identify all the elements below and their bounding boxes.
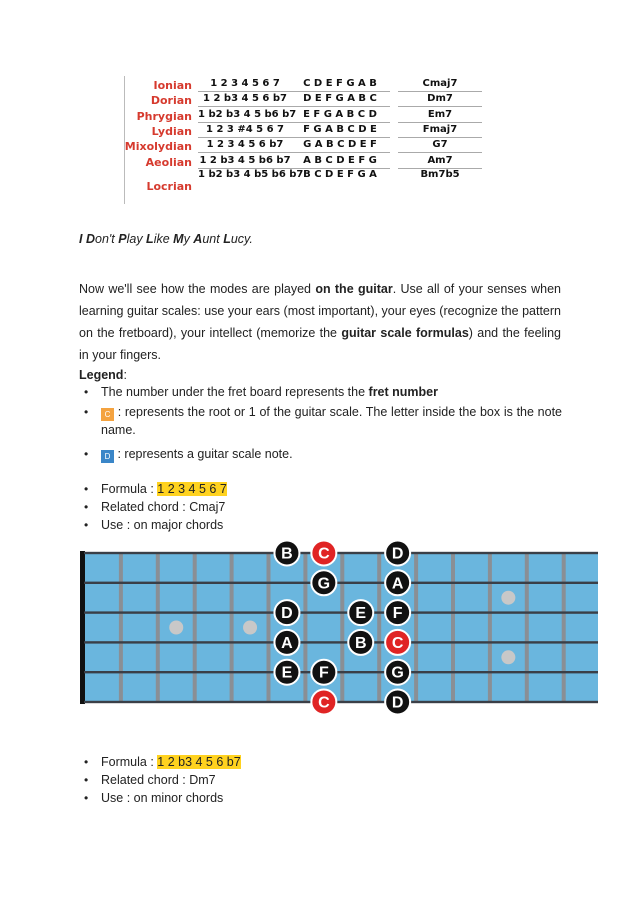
formula-label: Formula : (101, 755, 158, 769)
legend-item1-bold: fret number (368, 385, 438, 399)
table-cell-formula: 1 b2 b3 4 5 b6 b7 (198, 109, 297, 120)
legend-item3-text: : represents a guitar scale note. (114, 447, 293, 461)
note-label: D (391, 545, 404, 563)
table-cell-notes: D E F G A B C (303, 93, 377, 104)
fret-inlay-dot (169, 621, 183, 635)
intro-paragraph (79, 278, 561, 366)
legend-item-root (84, 403, 562, 439)
formula-value: 1 2 3 4 5 6 7 (157, 482, 227, 496)
fret-wire (451, 553, 455, 702)
formula-label: Formula : (101, 482, 158, 496)
guitar-string (84, 641, 598, 643)
guitar-string (84, 582, 598, 584)
intro-text-1: Now we'll see how the modes are played (79, 282, 316, 296)
mode1-formula (84, 480, 562, 498)
table-cell-notes: A B C D E F G (303, 155, 377, 166)
mode-name: Ionian (153, 79, 192, 92)
legend-heading (79, 366, 561, 384)
mode1-use: • Use : on major chords (84, 516, 562, 534)
mnemonic-initial: L (146, 232, 154, 246)
note-label: G (317, 575, 331, 593)
fret-inlay-dot (243, 621, 257, 635)
table-cell-chord: Fmaj7 (422, 124, 458, 135)
nut (80, 551, 85, 704)
legend-title: Legend (79, 368, 124, 382)
note-label: E (355, 605, 367, 623)
note-label: E (281, 664, 293, 682)
table-cell-chord: G7 (432, 139, 448, 150)
mnemonic-rest: ucy. (230, 232, 253, 246)
mnemonic-rest: unt (202, 232, 224, 246)
legend-item-fret-number (84, 383, 562, 401)
mode-name: Locrian (146, 180, 192, 193)
intro-text-2: . Use all of your senses when learning guitar scales: use your ears (most important), your eyes (recognize the pattern on the fretboard), your intellect (memorize the (79, 282, 561, 340)
fret-wire (156, 553, 160, 702)
legend-item1-text: The number under the fret board represents the (101, 385, 369, 399)
mode2-use: • Use : on minor chords (84, 789, 562, 807)
fret-wire (267, 553, 271, 702)
table-row-rule (198, 152, 292, 153)
root-note-box: C (101, 408, 114, 421)
table-row-rule (198, 106, 292, 107)
table-cell-notes: F G A B C D E (303, 124, 377, 135)
table-cell-notes: C D E F G A B (303, 78, 377, 89)
note-label: C (318, 694, 330, 712)
mode-name: Mixolydian (124, 140, 192, 153)
table-row-rule (398, 106, 482, 107)
mnemonic-initial: I (79, 232, 83, 246)
fret-wire (377, 553, 381, 702)
fret-wire (340, 553, 344, 702)
fret-wire (525, 553, 529, 702)
table-cell-chord: Bm7b5 (420, 169, 460, 180)
fret-inlay-dot (501, 591, 515, 605)
table-cell-formula: 1 2 3 #4 5 6 7 (206, 124, 284, 135)
intro-bold-2: guitar scale formulas (341, 326, 469, 340)
fret-wire (303, 553, 307, 702)
intro-bold-1: on the guitar (315, 282, 393, 296)
note-label: B (354, 634, 367, 652)
note-label: A (281, 634, 293, 652)
note-label: C (391, 634, 404, 652)
legend-item-scale-note (84, 445, 562, 463)
note-label: G (391, 664, 404, 682)
mode1-chord: • Related chord : Cmaj7 (84, 498, 562, 516)
note-label: A (391, 575, 404, 593)
mnemonic-initial: L (223, 232, 231, 246)
table-row-rule (290, 106, 390, 107)
note-label: F (392, 605, 403, 623)
table-row-rule (290, 152, 390, 153)
note-label: C (318, 545, 330, 563)
fret-wire (119, 553, 123, 702)
table-cell-formula: 1 2 3 4 5 6 7 (210, 78, 280, 89)
mnemonic-rest: lay (126, 232, 147, 246)
guitar-string (84, 671, 598, 673)
mnemonic-rest: y (183, 232, 194, 246)
note-label: D (281, 605, 293, 623)
mode-name: Aeolian (145, 156, 192, 169)
mnemonic-initial: A (193, 232, 203, 246)
guitar-string (84, 552, 598, 554)
mode1-info (84, 480, 562, 534)
table-cell-chord: Em7 (427, 109, 453, 120)
fret-wire (193, 553, 197, 702)
table-cell-chord: Cmaj7 (422, 78, 458, 89)
fret-wire (562, 553, 566, 702)
note-label: F (318, 664, 329, 682)
guitar-string (84, 701, 598, 703)
mnemonic-rest: on't (95, 232, 119, 246)
table-cell-chord: Dm7 (427, 93, 453, 104)
note-label: B (281, 545, 293, 563)
mnemonic-rest: ike (153, 232, 174, 246)
fret-wire (414, 553, 418, 702)
mode2-formula (84, 753, 562, 771)
table-cell-notes: B C D E F G A (303, 169, 377, 180)
fret-wire (230, 553, 234, 702)
fret-wire (488, 553, 492, 702)
fret-inlay-dot (501, 650, 515, 664)
mnemonic-initial: M (173, 232, 184, 246)
mnemonic-initial: D (85, 232, 95, 246)
note-label: D (391, 694, 404, 712)
legend-colon: : (123, 368, 127, 382)
intro-text-3: ) and the feeling in your fingers. (79, 326, 561, 362)
table-row-rule (398, 152, 482, 153)
mnemonic-line (79, 228, 561, 250)
table-cell-chord: Am7 (427, 155, 453, 166)
formula-value: 1 2 b3 4 5 6 b7 (157, 755, 241, 769)
modes-table (124, 76, 484, 204)
table-cell-formula: 1 2 b3 4 5 6 b7 (203, 93, 287, 104)
mode-name: Phrygian (136, 110, 192, 123)
mnemonic-initial: P (118, 232, 127, 246)
table-cell-formula: 1 2 b3 4 5 b6 b7 (199, 155, 291, 166)
guitar-string (84, 611, 598, 613)
table-cell-formula: 1 b2 b3 4 b5 b6 b7 (198, 169, 304, 180)
table-cell-notes: G A B C D E F (303, 139, 377, 150)
mode-name: Lydian (151, 125, 192, 138)
table-cell-notes: E F G A B C D (303, 109, 377, 120)
mode2-chord: • Related chord : Dm7 (84, 771, 562, 789)
table-cell-formula: 1 2 3 4 5 6 b7 (206, 139, 284, 150)
scale-note-box: D (101, 450, 114, 463)
mode2-info (84, 753, 562, 807)
legend-item2-text: : represents the root or 1 of the guitar scale. The letter inside the box is the note name. (101, 405, 562, 437)
legend-list (84, 383, 562, 463)
fretboard-diagram (80, 535, 602, 720)
mode-name: Dorian (150, 94, 192, 107)
